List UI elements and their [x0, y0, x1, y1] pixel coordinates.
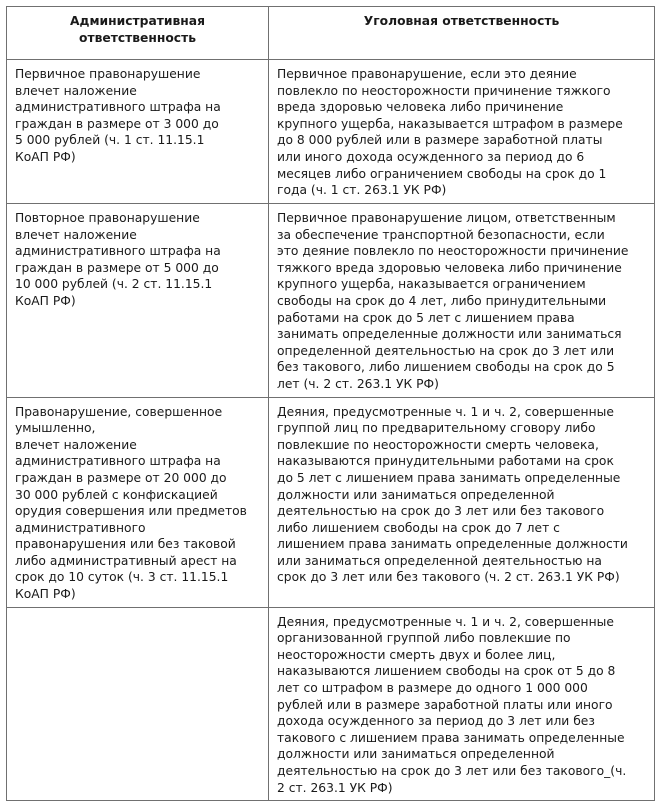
criminal-cell — [269, 204, 655, 398]
header-criminal — [269, 7, 655, 60]
table-row — [7, 607, 655, 801]
administrative-cell — [7, 204, 269, 398]
administrative-text: Правонарушение, совершенное умышленно, влечет наложение административного штрафа на граждан в размере от 20 000 до 30 000 рублей с конфискацией орудия совершения или предметов административного правонарушения или без таковой либо административный арест на срок до 10 суток (ч. 3 ст. 11.15.1 КоАП РФ) — [15, 404, 247, 602]
administrative-cell — [7, 397, 269, 607]
header-criminal-label: Уголовная ответственность — [363, 14, 560, 28]
table-row — [7, 204, 655, 398]
responsibility-comparison-table — [6, 6, 655, 801]
table-body — [7, 60, 655, 801]
criminal-text: Первичное правонарушение лицом, ответственным за обеспечение транспортной безопасности, если это деяние повлекло по неосторожности причинение тяжкого вреда здоровью человека либо причинение крупного ущерба, наказывается ограничением свободы на срок до 4 лет, либо принудительными работами на срок до 5 лет с лишением права занимать определенные должности или заниматься определенной деятельностью на срок до 3 лет или без такового, либо лишением свободы на срок до 5 лет (ч. 2 ст. 263.1 УК РФ) — [277, 211, 629, 391]
administrative-cell-empty — [7, 607, 269, 801]
criminal-text: Деяния, предусмотренные ч. 1 и ч. 2, совершенные организованной группой либо повлекшие по неосторожности смерть двух и более лиц, наказываются лишением свободы на срок от 5 до 8 лет со штрафом в размере до одного 1 000 000 рублей или в размере заработной платы или иного дохода осужденного за период до 3 лет или без такового с лишением права занимать определенные должности или заниматься определенной деятельностью на срок до 3 лет или без такового_(ч. 2 ст. 263.1 УК РФ) — [277, 614, 627, 795]
administrative-text: Первичное правонарушение влечет наложение административного штрафа на граждан в размере от 3 000 до 5 000 рублей (ч. 1 ст. 11.15.1 КоАП РФ) — [15, 67, 221, 164]
criminal-text: Деяния, предусмотренные ч. 1 и ч. 2, совершенные группой лиц по предварительному сговору либо повлекшие по неосторожности смерть человека, наказываются принудительными работами на срок до 5 лет с лишением права занимать определенные должности или заниматься определенной деятельностью на срок до 3 лет или без такового либо лишением свободы на срок до 7 лет с лишением права занимать определенные должности или заниматься определенной деятельностью на срок до 3 лет или без такового (ч. 2 ст. 263.1 УК РФ) — [277, 404, 628, 585]
header-row — [7, 7, 655, 60]
administrative-cell — [7, 60, 269, 204]
administrative-text: Повторное правонарушение влечет наложение административного штрафа на граждан в размере от 5 000 до 10 000 рублей (ч. 2 ст. 11.15.1 КоАП РФ) — [15, 211, 221, 308]
table-row — [7, 397, 655, 607]
criminal-cell — [269, 397, 655, 607]
header-administrative — [7, 7, 269, 60]
criminal-cell — [269, 60, 655, 204]
criminal-text: Первичное правонарушение, если это деяние повлекло по неосторожности причинение тяжкого вреда здоровью человека либо причинение крупного ущерба, наказывается штрафом в размере до 8 000 рублей или в размере заработной платы или иного дохода осужденного за период до 6 месяцев либо ограничением свободы на срок до 1 года (ч. 1 ст. 263.1 УК РФ) — [277, 67, 623, 198]
table-header — [7, 7, 655, 60]
header-administrative-label: Административная ответственность — [70, 14, 205, 45]
criminal-cell — [269, 607, 655, 801]
table-row — [7, 60, 655, 204]
